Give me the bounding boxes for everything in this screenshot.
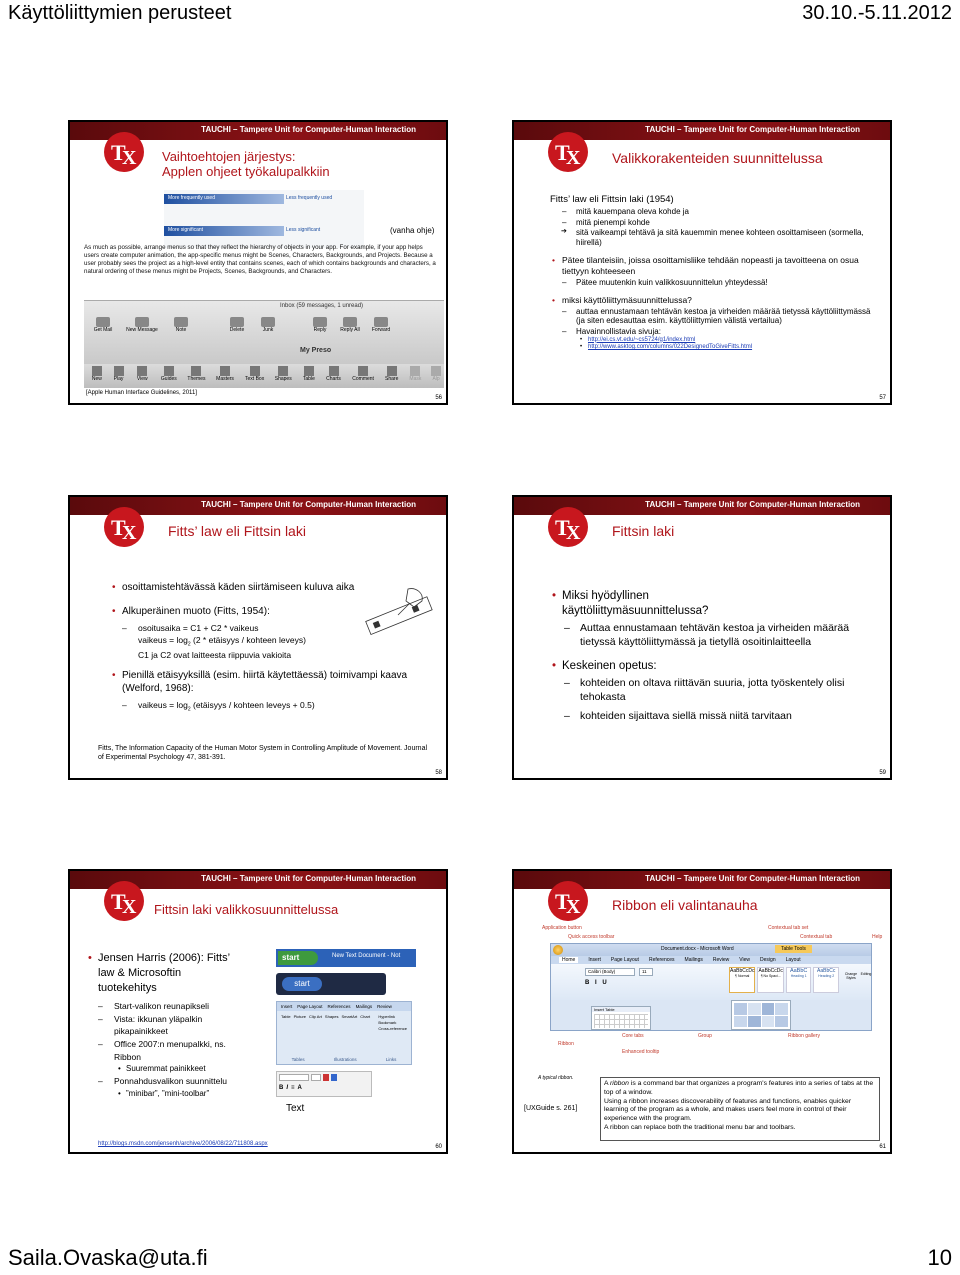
app-tool-button[interactable]: Share	[381, 364, 403, 388]
slide-header-text: TAUCHI – Tampere Unit for Computer-Human Interaction	[201, 500, 416, 509]
blog-link[interactable]: http://blogs.msdn.com/jensenh/archive/2006/08/22/711808.aspx	[98, 1141, 268, 1147]
slide-59	[512, 495, 892, 780]
formula-note: C1 ja C2 ovat laitteesta riippuvia vakioita	[138, 650, 292, 660]
callout: Application button	[542, 925, 582, 931]
ribbon-diagram	[538, 925, 888, 1073]
mail-tool-button[interactable]: Forward	[367, 317, 395, 341]
mail-tool-button[interactable]: Delete	[222, 317, 252, 341]
link-item	[550, 337, 880, 345]
ribbon-icon-label[interactable]: Shapes	[324, 1014, 339, 1019]
formula-line: vaikeus = $\log_2 (2$ * etäisyys / kohteen leveys)	[138, 635, 306, 648]
ribbon-icon-label[interactable]: Chart	[360, 1014, 371, 1019]
bullet-sub: – vaikeus = $\log_2$ (etäisyys / kohteen leveys + 0.5)	[110, 699, 420, 714]
bullet-subsub: • Suuremmat painikkeet	[86, 1063, 286, 1074]
app-tool-button[interactable]: New	[87, 364, 107, 388]
ux-guide-ref: [UXGuide s. 261]	[524, 1105, 578, 1112]
word-tab[interactable]: Review	[712, 957, 730, 963]
blog-link-wrap	[98, 1141, 268, 1149]
mail-tool-button[interactable]: Note	[166, 317, 196, 341]
word-tab[interactable]: Home	[559, 957, 578, 963]
bullet-arrow: ➔ sitä vaikeampi tehtävä ja sitä kauemmin menee kohteen osoittamiseen (sormella, hiirellä)	[550, 228, 880, 247]
table-tools-title: Table Tools	[775, 945, 812, 953]
ribbon-tab[interactable]: Insert	[281, 1004, 293, 1009]
word-tab[interactable]: View	[739, 957, 751, 963]
ribbon-tab[interactable]: Review	[377, 1004, 392, 1009]
style-sample: AaBbCcDc	[758, 968, 783, 974]
svg-text:X: X	[566, 147, 581, 169]
menu-diagram	[164, 190, 364, 248]
app-tool-button[interactable]: Themes	[184, 364, 210, 388]
reference-note: Fitts, The Information Capacity of the Human Motor System in Controlling Amplitude of Movement. Journal of Experimental Psychology 47, 381-391.	[98, 745, 428, 761]
mail-tool-button[interactable]: Reply	[307, 317, 333, 341]
mail-toolbar	[84, 317, 444, 341]
change-styles-button[interactable]: Change Styles	[844, 972, 858, 980]
bullet: • Pienillä etäisyyksillä (esim. hiirtä käytettäessä) toimivampi kaava (Welford, 1968):	[110, 669, 420, 696]
word-titlebar	[551, 944, 871, 956]
ribbon-icon-label[interactable]: Hyperlink	[378, 1014, 395, 1019]
bullet-sub: – auttaa ennustamaan tehtävän kestoa ja virheiden määrää tietyssä käyttöliittymässä (ja siten edesauttaa esim. käyttöliittymien välistä vertailua)	[550, 307, 880, 326]
mail-tool-button[interactable]: New Message	[121, 317, 163, 341]
ribbon-gallery-popup	[731, 1000, 791, 1030]
definition-line: A ribbon is a command bar that organizes a program's features into a series of tabs at the top of a window.	[604, 1080, 874, 1096]
callout: Core tabs	[622, 1033, 644, 1039]
taskbar-doc: New Text Document - Not	[332, 953, 401, 959]
bullet-heading: Fitts’ law eli Fittsin laki (1954)	[550, 194, 674, 205]
slide-number: 61	[879, 1144, 886, 1150]
format-buttons: B I U	[585, 980, 609, 986]
app-tool-button[interactable]: Guides	[156, 364, 182, 388]
slide-bullets	[550, 194, 880, 352]
word-window	[550, 943, 872, 1031]
bullet: • Keskeinen opetus:	[550, 659, 870, 674]
insert-table-label: Insert Table	[592, 1007, 650, 1012]
style-sample: AaBbCc	[817, 968, 836, 974]
tauchi-logo-icon	[102, 879, 146, 923]
slide-number: 59	[879, 770, 886, 776]
word-tabs	[551, 956, 871, 964]
slide-57	[512, 120, 892, 405]
mail-title: Inbox (59 messages, 1 unread)	[280, 303, 364, 309]
bullet-sub: – kohteiden sijaittava siellä missä niitä tarvitaan	[550, 709, 870, 723]
vista-start-button[interactable]: start	[282, 977, 322, 991]
app-tool-button[interactable]: Comment	[347, 364, 379, 388]
footer-page-number: 10	[927, 1245, 952, 1270]
slide-60	[68, 869, 448, 1154]
bullet-sub: – osoitusaika = C1 + C2 * vaikeus	[110, 622, 420, 634]
diagram-label: Less significant	[286, 227, 321, 233]
app-tool-button[interactable]: Masters	[211, 364, 239, 388]
ribbon-icon-label[interactable]: SmartArt	[341, 1014, 358, 1019]
bullet: • Pätee tilanteisiin, joissa osoittamisliike tehdään nopeasti ja tavoitteena on osua tiettyyn kohteeseen	[550, 255, 880, 276]
style-name: Heading 1	[790, 974, 807, 978]
word-tab[interactable]: Layout	[785, 957, 801, 963]
ribbon-icon-label[interactable]: Table	[281, 1014, 291, 1019]
ribbon-groups: Tables Illustrations Links	[291, 1057, 397, 1062]
slide-bullets	[86, 945, 286, 1099]
slide-title: Ribbon eli valintanauha	[612, 897, 758, 913]
word-doc-title: Document.docx - Microsoft Word	[661, 946, 734, 952]
definition-line: Using a ribbon increases discoverability of features and functions, enables quicker learning of the program as a whole, and makes users feel more in control of their experience with the program.	[604, 1097, 852, 1123]
tauchi-logo-icon	[546, 505, 590, 549]
slide-header-text: TAUCHI – Tampere Unit for Computer-Human Interaction	[645, 500, 860, 509]
word-tab[interactable]: Design	[760, 957, 776, 963]
callout: Help	[872, 934, 883, 940]
svg-text:T: T	[555, 515, 570, 540]
app-tool-button[interactable]: Alp	[428, 364, 444, 388]
ribbon-icon-label[interactable]: Bookmark	[378, 1020, 397, 1025]
svg-text:X: X	[566, 896, 581, 918]
slide-header-text: TAUCHI – Tampere Unit for Computer-Human Interaction	[645, 125, 860, 134]
callout: Contextual tab set	[768, 925, 809, 931]
slide-title: Vaihtoehtojen järjestys: Applen ohjeet työkalupalkkiin	[162, 149, 330, 179]
svg-text:X: X	[122, 522, 137, 544]
tauchi-logo-icon	[546, 130, 590, 174]
bullet-sub: – Auttaa ennustamaan tehtävän kestoa ja virheiden määrää tietyssä käyttöliittymässä ja tietyllä osoitinlaitteella	[550, 621, 870, 649]
svg-text:X: X	[122, 147, 137, 169]
editing-button[interactable]: Editing	[860, 972, 872, 976]
slide-header-text: TAUCHI – Tampere Unit for Computer-Human Interaction	[201, 874, 416, 883]
ribbon-links	[378, 1014, 407, 1032]
page-title: Käyttöliittymien perusteet	[8, 2, 232, 24]
app-tool-button[interactable]: View	[130, 364, 154, 388]
word-tab[interactable]: References	[648, 957, 675, 963]
svg-text:X: X	[122, 896, 137, 918]
vista-start-shot	[276, 973, 386, 995]
ribbon-definition-box	[600, 1077, 880, 1141]
asktog-link[interactable]: http://www.asktog.com/columns/022DesignedToGiveFitts.html	[588, 344, 753, 351]
svg-text:T: T	[555, 140, 570, 165]
app-tool-button[interactable]: Shapes	[270, 364, 296, 388]
diagram-label: More frequently used	[168, 195, 215, 201]
ribbon-icon-label[interactable]: Picture	[293, 1014, 307, 1019]
diagram-label: More significant	[168, 227, 204, 233]
svg-text:T: T	[111, 889, 126, 914]
office-ribbon-shot	[276, 1001, 412, 1065]
app-tool-button[interactable]: Text Box	[241, 364, 269, 388]
slide-58	[68, 495, 448, 780]
bullet: • Miksi hyödyllinen käyttöliittymäsuunnittelussa?	[550, 589, 770, 619]
app-tool-button[interactable]: Table	[298, 364, 320, 388]
slide-56	[68, 120, 448, 405]
svg-text:X: X	[566, 522, 581, 544]
bullet-sub: – mitä kauempana oleva kohde ja	[550, 207, 880, 217]
bullet-sub: – Start-valikon reunapikseli	[86, 1000, 286, 1012]
ribbon-tab[interactable]: References	[327, 1004, 351, 1009]
tauchi-logo-icon	[546, 879, 590, 923]
ribbon-icon-label[interactable]: Clip Art	[309, 1014, 322, 1019]
slide-title: Fitts’ law eli Fittsin laki	[168, 523, 306, 539]
bullet-subsub: • ”minibar”, ”mini-toolbar”	[86, 1088, 286, 1099]
slide-header-text: TAUCHI – Tampere Unit for Computer-Human Interaction	[645, 874, 860, 883]
app-title: My Preso	[300, 347, 332, 354]
bullet-sub: – Office 2007:n menupalkki, ns. Ribbon	[86, 1038, 251, 1063]
minibar-shot: B I ≡ A	[276, 1071, 372, 1097]
mail-tool-button[interactable]: Junk	[255, 317, 281, 341]
font-box[interactable]: Calibri (Body)	[585, 968, 635, 976]
bullet-sub: – Vista: ikkunan yläpalkin pikapainikkeet	[86, 1013, 236, 1038]
mail-window	[84, 300, 444, 364]
guideline-text: As much as possible, arrange menus so that they reflect the hierarchy of objects in your app. For example, if your app helps users create computer animation, the app-specific menus might be Scenes, Characters, Backgrounds, and Projects. Because a user probably sees the project as a high-level entity that contains scenes, each of which contains backgrounds and characters, a natural ordering of these menus might be Projects, Scenes, Backgrounds, and Characters.	[84, 244, 436, 275]
app-tool-button[interactable]: Charts	[322, 364, 346, 388]
diagram-label: Less frequently used	[286, 195, 333, 201]
callout: Enhanced tooltip	[622, 1049, 660, 1055]
style-name: ¶ Normal	[735, 974, 750, 978]
callout: Contextual tab	[800, 934, 833, 940]
callout: Group	[698, 1033, 712, 1039]
slide-title: Fittsin laki valikkosuunnittelussa	[154, 902, 339, 917]
callout: Quick access toolbar	[568, 934, 615, 940]
slide-bullets	[550, 581, 870, 723]
callout: Ribbon gallery	[788, 1033, 820, 1039]
style-name: ¶ No Spaci...	[760, 974, 781, 978]
ribbon-icon-label[interactable]: Cross-reference	[378, 1026, 407, 1031]
slide-number: 60	[435, 1144, 442, 1150]
slide-title: Fittsin laki	[612, 523, 675, 539]
styles-gallery[interactable]	[729, 967, 839, 993]
link-item	[550, 344, 880, 352]
start-button-shot	[276, 949, 416, 967]
mail-tool-button[interactable]: Reply All	[336, 317, 364, 341]
word-tab[interactable]: Page Layout	[610, 957, 639, 963]
slide-number: 58	[435, 770, 442, 776]
ribbon-tab[interactable]: Mailings	[355, 1004, 373, 1009]
windows-screenshot	[276, 949, 416, 1131]
style-name: Heading 2	[818, 974, 835, 978]
size-box[interactable]: 11	[639, 968, 653, 976]
slide-number: 56	[435, 395, 442, 401]
bullet-sub: – Ponnahdusvalikon suunnittelu	[86, 1075, 286, 1087]
svg-text:T: T	[111, 515, 126, 540]
bullet-sub: – Pätee muutenkin kuin valikkosuunnittelun yhteydessä!	[550, 278, 880, 288]
word-ribbon-body	[551, 964, 871, 1000]
app-toolbar	[84, 364, 444, 388]
svg-text:T: T	[111, 140, 126, 165]
slide-number: 57	[879, 395, 886, 401]
page-header	[0, 0, 960, 30]
page-date: 30.10.-5.11.2012	[802, 2, 952, 24]
app-tool-button[interactable]: Mask	[405, 364, 427, 388]
tauchi-logo-icon	[102, 130, 146, 174]
ribbon-caption: A typical ribbon.	[538, 1075, 574, 1081]
bullet: • Jensen Harris (2006): Fitts’ law & Microsoftin tuotekehitys	[86, 951, 236, 996]
bullet: • miksi käyttöliittymäsuunnittelussa?	[550, 295, 880, 306]
bullet-sub: – mitä pienempi kohde	[550, 218, 880, 228]
ribbon-tabs	[277, 1002, 411, 1011]
insert-table-menu	[591, 1006, 651, 1030]
slide-header-text: TAUCHI – Tampere Unit for Computer-Human Interaction	[201, 125, 416, 134]
vanha-ohje-note: (vanha ohje)	[390, 226, 435, 235]
slide-title: Valikkorakenteiden suunnittelussa	[612, 150, 823, 166]
bullet: • osoittamistehtävässä käden siirtämiseen kuluva aika	[110, 581, 420, 595]
slide-bullets	[110, 575, 420, 714]
word-tab[interactable]: Mailings	[684, 957, 703, 963]
bullet-sub: – kohteiden on oltava riittävän suuria, jotta työskentely olisi tehokasta	[550, 676, 870, 704]
mail-tool-button[interactable]: Get Mail	[88, 317, 118, 341]
start-button[interactable]: start	[278, 951, 318, 965]
footer-email: Saila.Ovaska@uta.fi	[8, 1245, 208, 1270]
tauchi-logo-icon	[102, 505, 146, 549]
bullet-sub: – Havainnollistavia sivuja:	[550, 327, 880, 337]
apple-guidelines-screenshot	[84, 182, 444, 390]
ribbon-tab[interactable]: Page Layout	[297, 1004, 323, 1009]
word-tab[interactable]: Insert	[588, 957, 601, 963]
style-sample: AaBbCcDc	[730, 968, 755, 974]
slide-caption: [Apple Human Interface Guidelines, 2011]	[86, 390, 197, 396]
minibar-text: Text	[286, 1103, 305, 1114]
callout: Ribbon	[558, 1041, 574, 1047]
slide-61	[512, 869, 892, 1154]
fitts-link[interactable]: http://ei.cs.vt.edu/~cs5724/g1/index.html	[588, 336, 696, 343]
svg-text:T: T	[555, 889, 570, 914]
bullet: • Alkuperäinen muoto (Fitts, 1954):	[110, 605, 420, 619]
style-sample: AaBbC	[789, 968, 808, 974]
definition-line: A ribbon can replace both the traditional menu bar and toolbars.	[604, 1124, 796, 1132]
app-tool-button[interactable]: Play	[109, 364, 129, 388]
office-button-icon[interactable]	[553, 945, 563, 955]
